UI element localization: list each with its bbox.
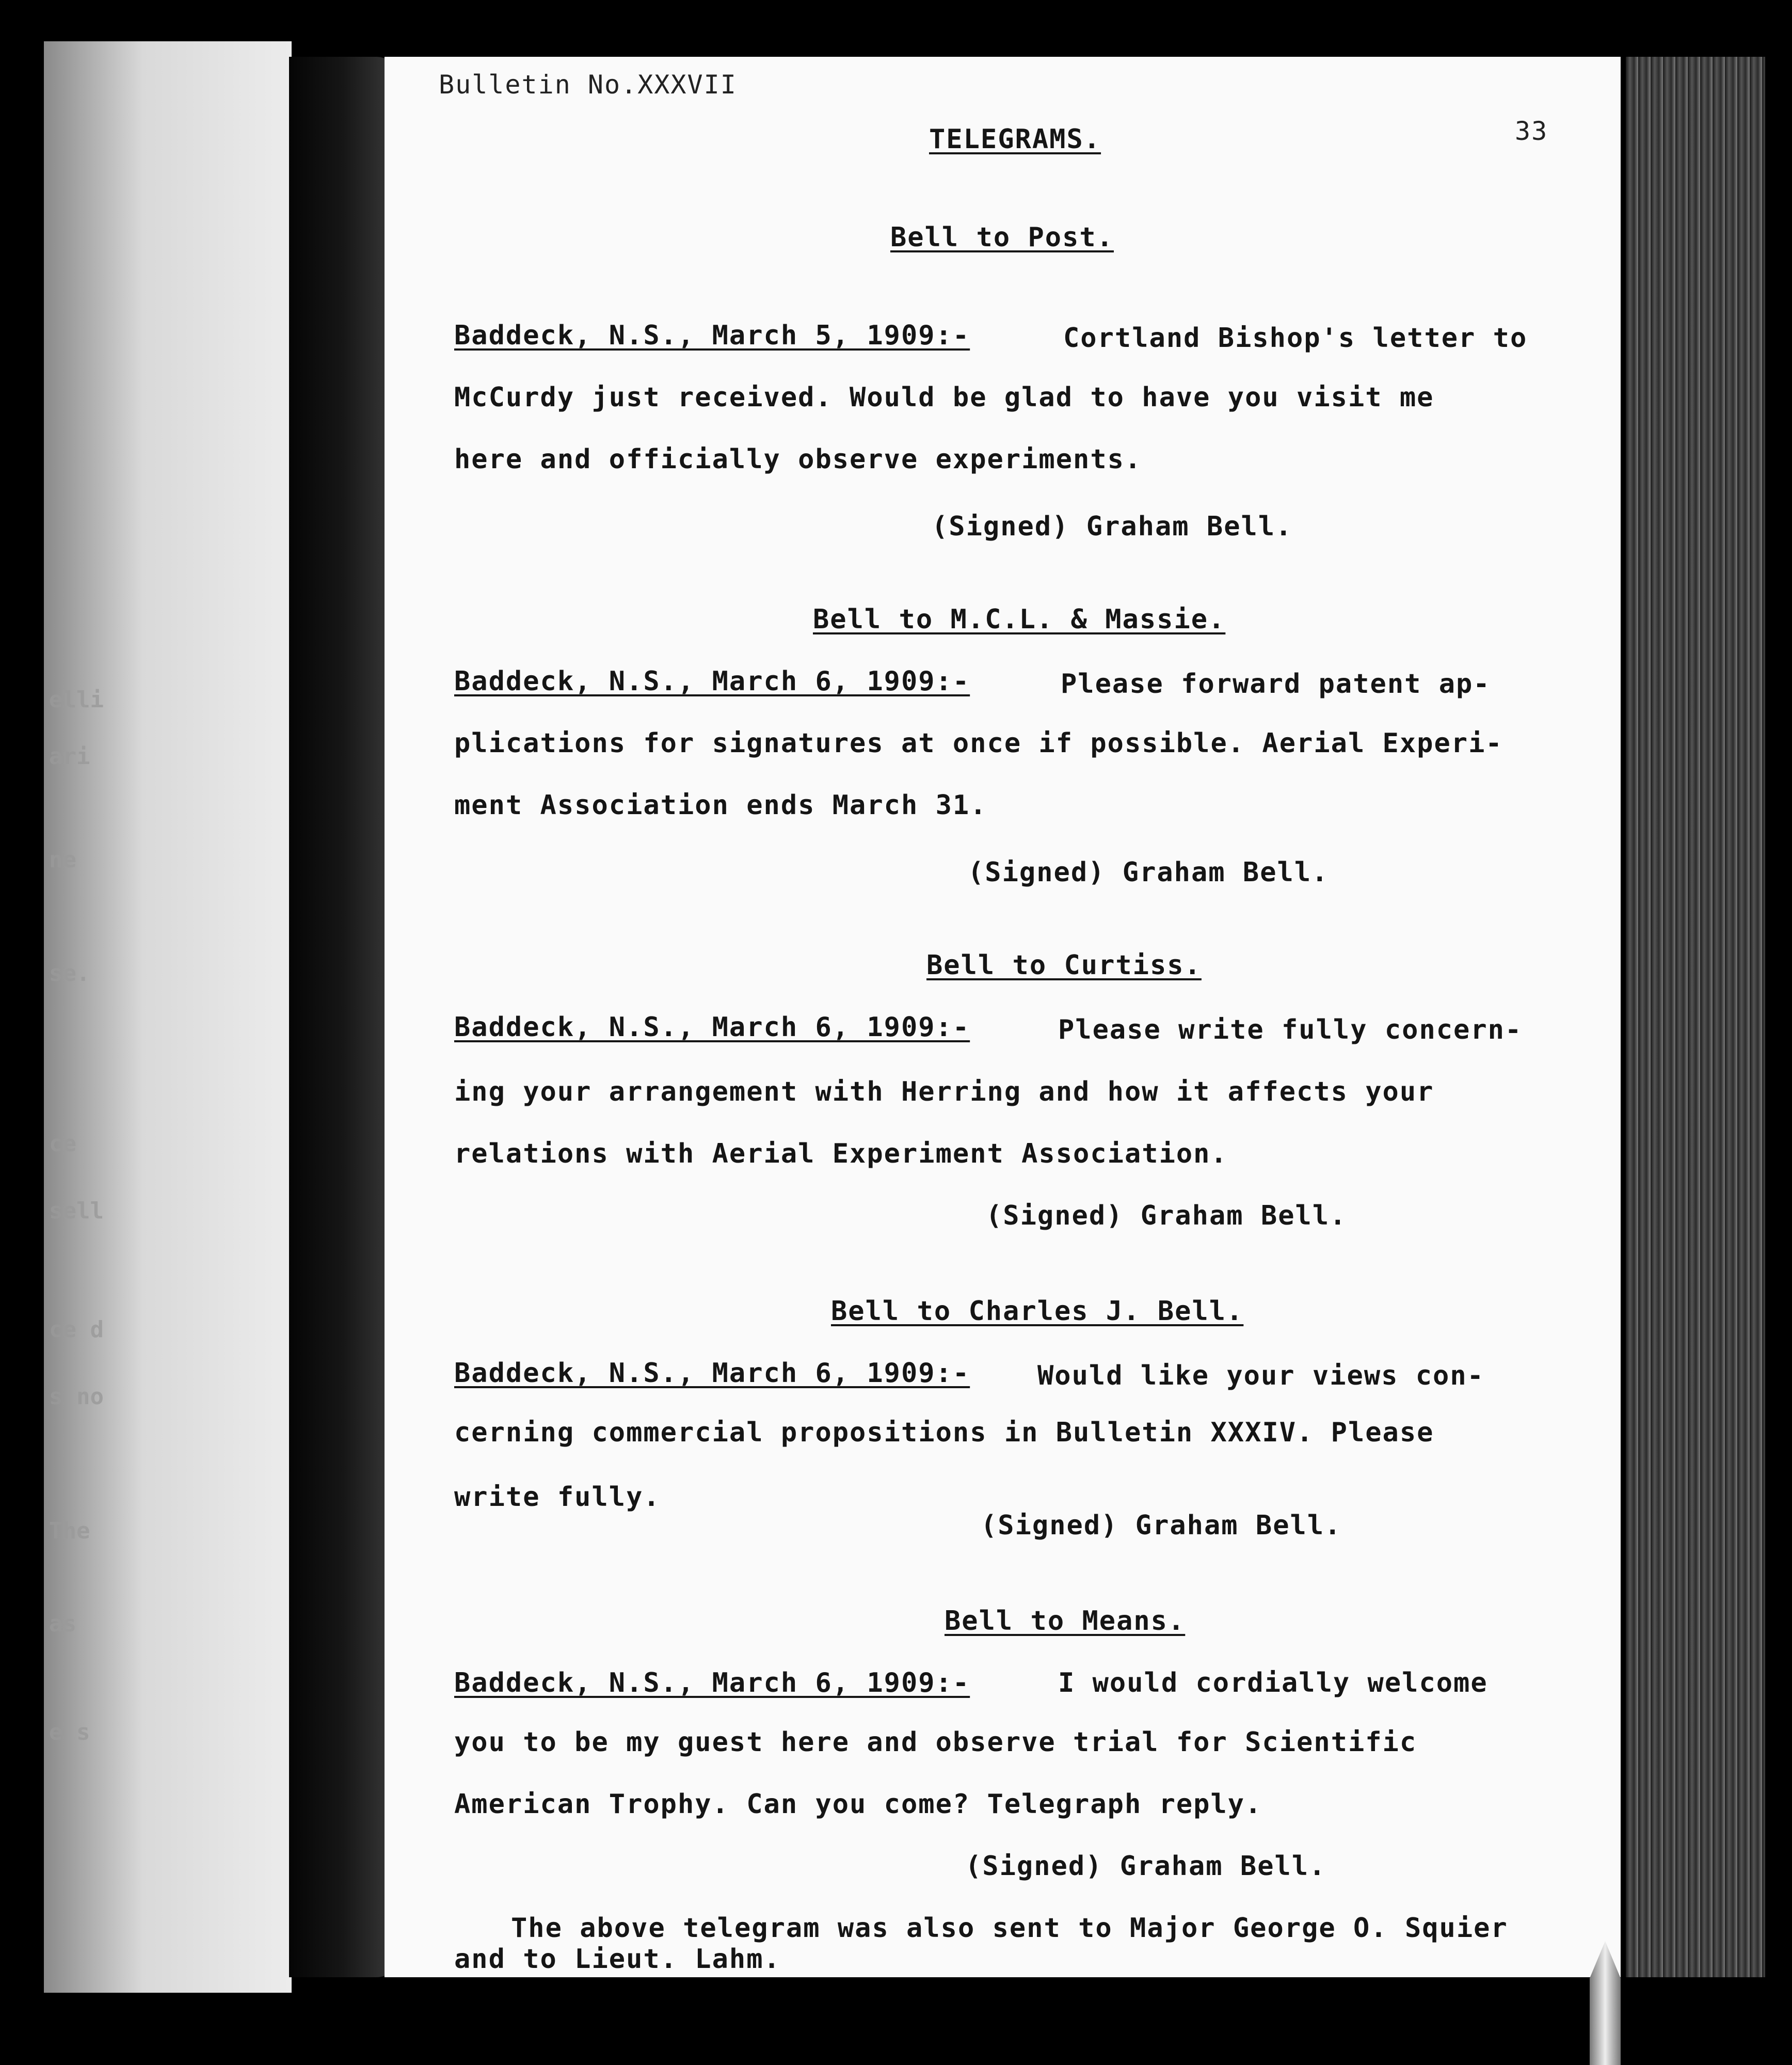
telegram-dateline: Baddeck, N.S., March 6, 1909:- xyxy=(454,1012,970,1043)
telegram-dateline: Baddeck, N.S., March 6, 1909:- xyxy=(454,666,970,697)
telegram-signature: (Signed) Graham Bell. xyxy=(965,1851,1326,1882)
telegram-line: cerning commercial propositions in Bulletin XXXIV. Please xyxy=(454,1417,1434,1448)
bleed-through-text: e s xyxy=(49,1719,90,1745)
telegram-dateline: Baddeck, N.S., March 6, 1909:- xyxy=(454,1358,970,1389)
telegram-signature: (Signed) Graham Bell. xyxy=(968,857,1329,888)
telegram-line: Please forward patent ap- xyxy=(1061,669,1491,700)
previous-page-edge xyxy=(44,41,292,1993)
telegram-line: you to be my guest here and observe trial for Scientific xyxy=(454,1727,1417,1758)
telegram-line: relations with Aerial Experiment Association. xyxy=(454,1138,1228,1169)
bleed-through-text: se. xyxy=(49,960,90,987)
book-page-edges xyxy=(1626,57,1765,1977)
telegram-heading: Bell to Charles J. Bell. xyxy=(831,1296,1244,1327)
telegram-line: Would like your views con- xyxy=(1037,1360,1484,1391)
telegram-dateline: Baddeck, N.S., March 5, 1909:- xyxy=(454,320,970,351)
telegram-dateline: Baddeck, N.S., March 6, 1909:- xyxy=(454,1667,970,1698)
telegram-heading: Bell to Curtiss. xyxy=(926,950,1202,981)
bleed-through-text: The xyxy=(49,1518,90,1544)
telegram-line: ment Association ends March 31. xyxy=(454,790,987,821)
telegram-heading: Bell to Post. xyxy=(890,222,1114,253)
telegram-heading: Bell to M.C.L. & Massie. xyxy=(813,604,1226,635)
bulletin-number: Bulletin No.XXXVII xyxy=(439,70,737,100)
telegram-line: I would cordially welcome xyxy=(1058,1667,1488,1698)
telegram-signature: (Signed) Graham Bell. xyxy=(986,1200,1347,1231)
telegram-line: Please write fully concern- xyxy=(1058,1014,1523,1045)
bleed-through-text: sell xyxy=(49,1198,104,1224)
page-title: TELEGRAMS. xyxy=(929,124,1101,155)
telegram-line: McCurdy just received. Would be glad to have you visit me xyxy=(454,382,1434,413)
footnote-line: and to Lieut. Lahm. xyxy=(454,1944,781,1975)
telegram-signature: (Signed) Graham Bell. xyxy=(981,1510,1342,1541)
book-gutter xyxy=(289,57,397,1977)
bleed-through-text: ce xyxy=(49,1131,76,1157)
bleed-through-text: ne xyxy=(49,847,76,873)
telegram-signature: (Signed) Graham Bell. xyxy=(932,511,1293,542)
telegram-line: plications for signatures at once if possible. Aerial Experi- xyxy=(454,728,1503,759)
telegram-line: Cortland Bishop's letter to xyxy=(1063,323,1528,354)
bleed-through-text: ari xyxy=(49,743,90,770)
telegram-heading: Bell to Means. xyxy=(945,1606,1186,1637)
bleed-through-text: as xyxy=(49,1611,76,1637)
bleed-through-text: s no xyxy=(49,1384,104,1410)
bleed-through-text: ce d xyxy=(49,1316,104,1343)
telegram-line: here and officially observe experiments. xyxy=(454,444,1142,475)
page-number: 33 xyxy=(1515,116,1548,146)
footnote-line: The above telegram was also sent to Major George O. Squier xyxy=(511,1913,1508,1944)
telegram-line: ing your arrangement with Herring and how it affects your xyxy=(454,1076,1434,1107)
telegram-line: American Trophy. Can you come? Telegraph reply. xyxy=(454,1789,1262,1820)
bleed-through-text: elli xyxy=(49,687,104,713)
telegram-line: write fully. xyxy=(454,1482,661,1513)
